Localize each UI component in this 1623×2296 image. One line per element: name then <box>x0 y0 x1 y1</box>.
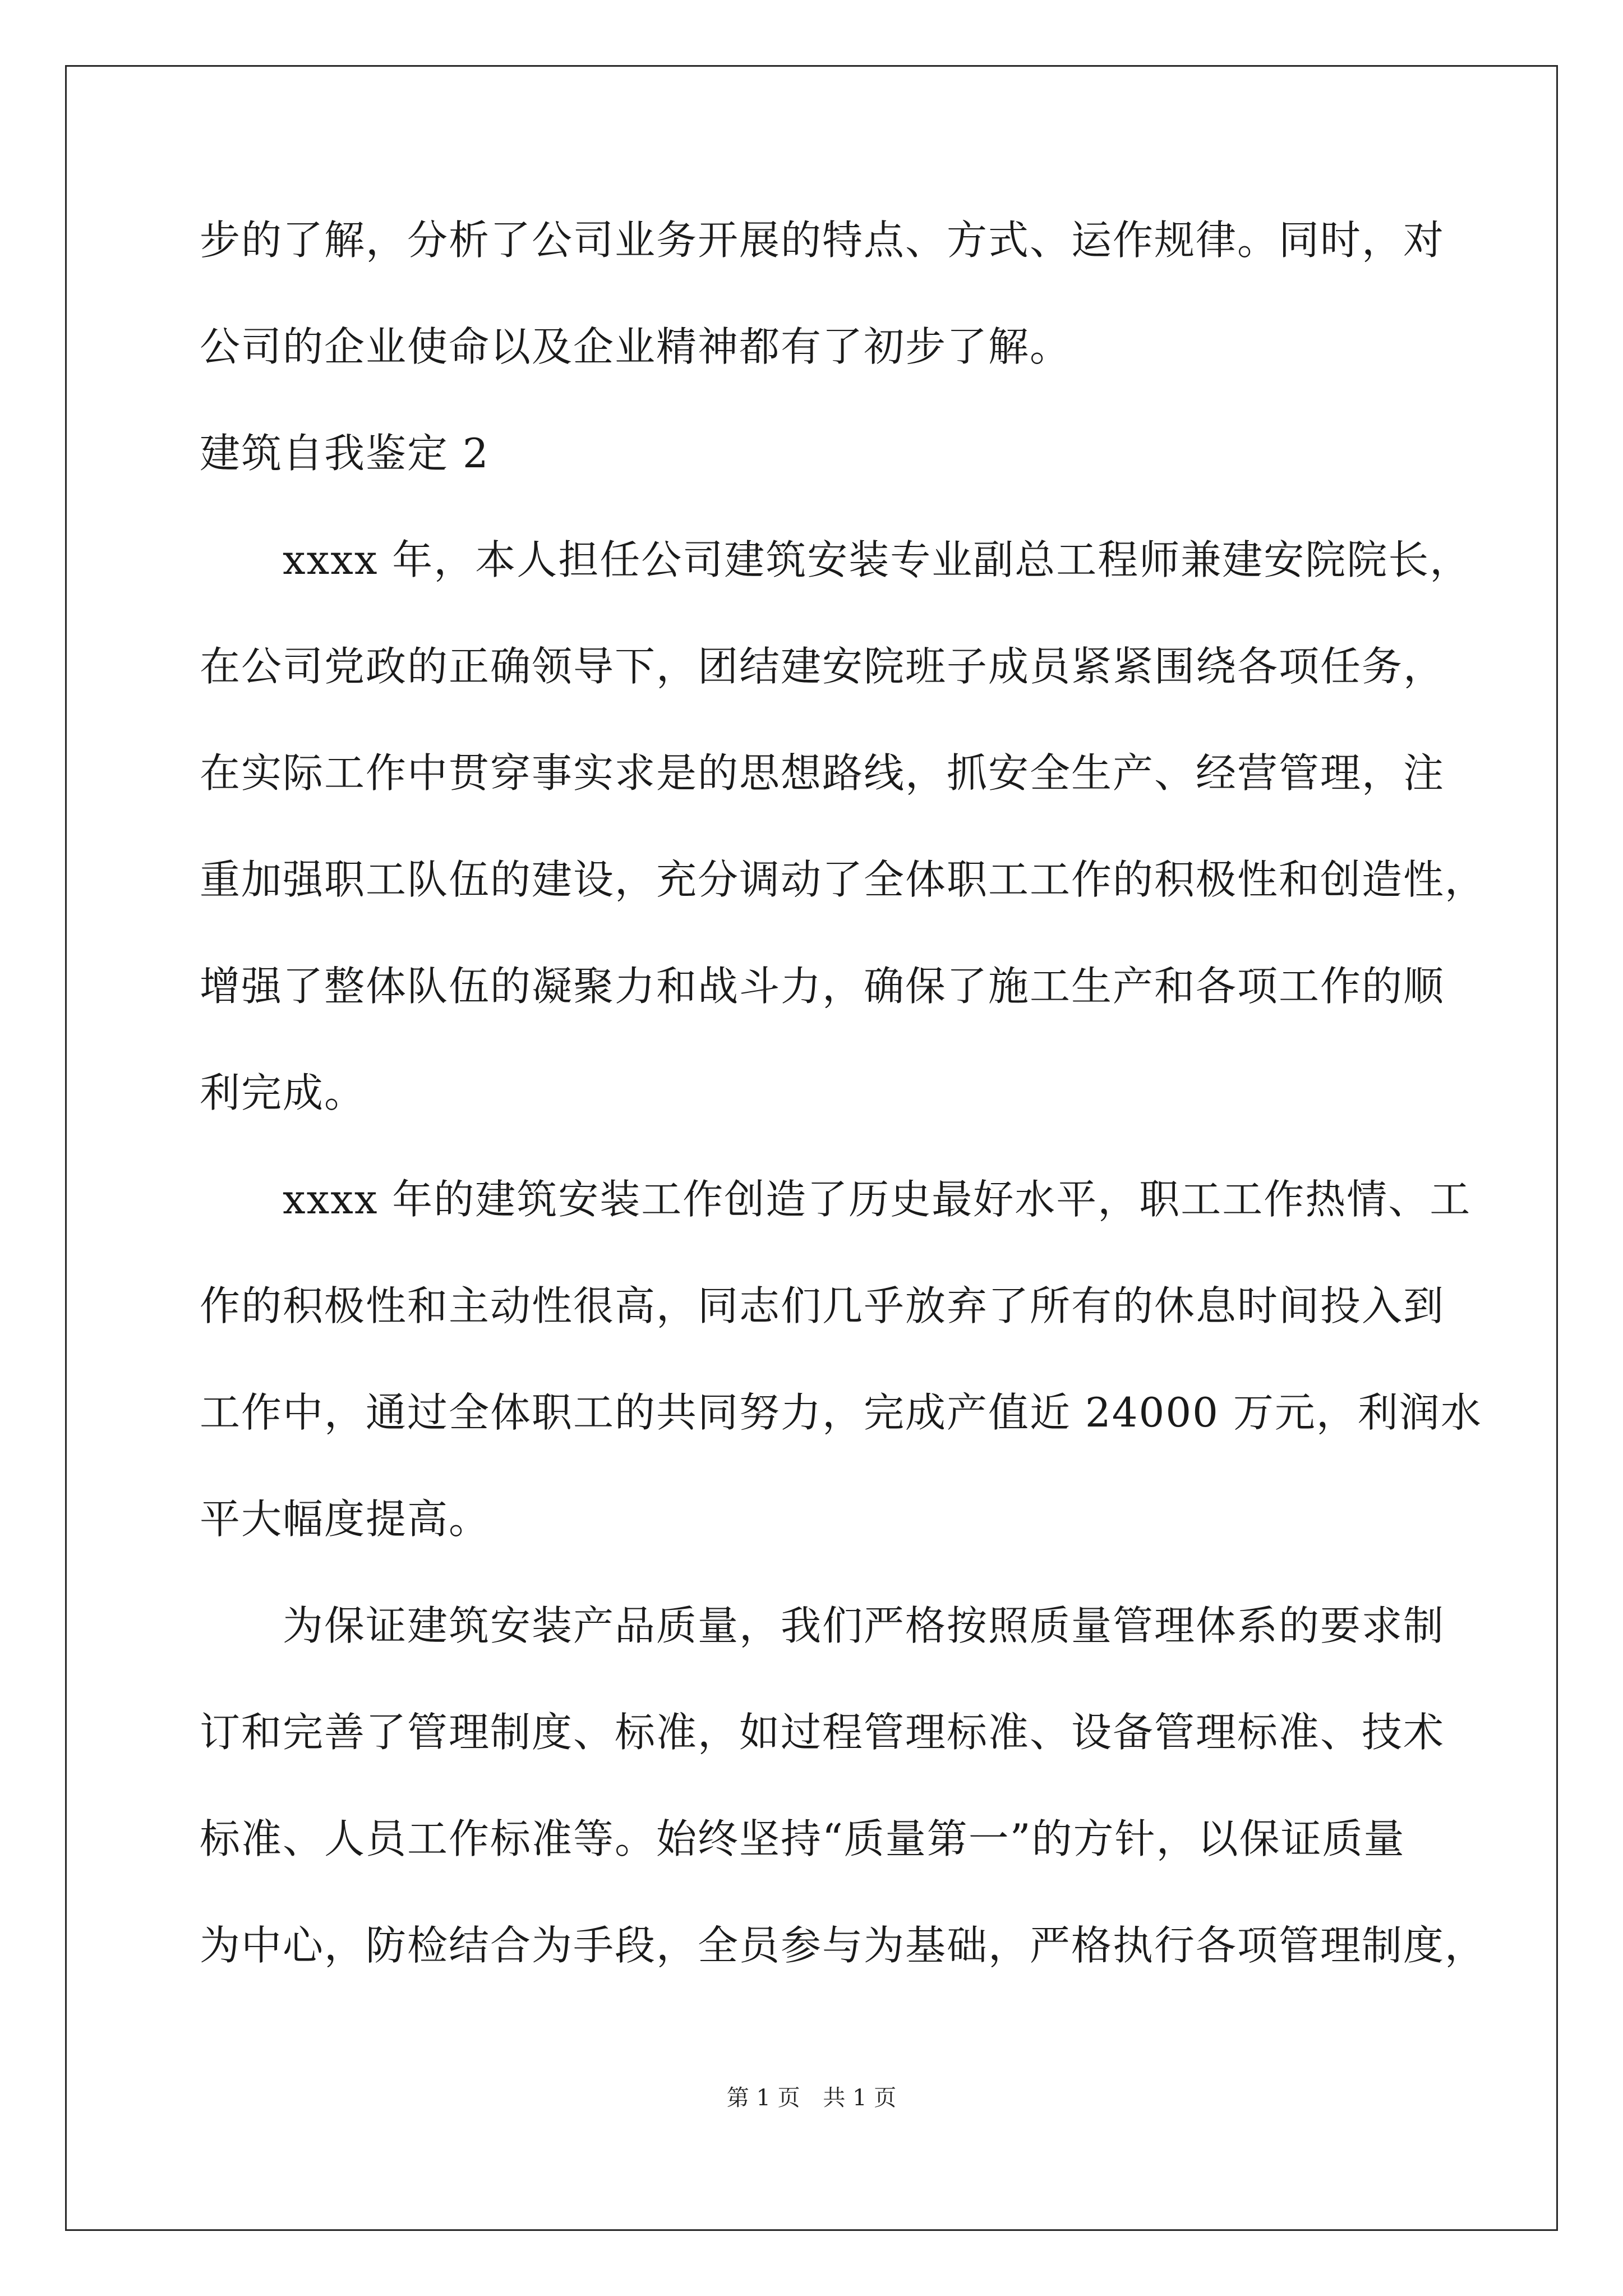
text-line: 重加强职工队伍的建设，充分调动了全体职工工作的积极性和创造性， <box>200 856 1487 903</box>
section-heading: 建筑自我鉴定 2 <box>200 430 490 477</box>
text-line: 步的了解，分析了公司业务开展的特点、方式、运作规律。同时，对 <box>200 217 1445 264</box>
text-line: 增强了整体队伍的凝聚力和战斗力，确保了施工生产和各项工作的顺 <box>200 963 1445 1010</box>
text-line: 工作中，通过全体职工的共同努力，完成产值近 24000 万元，利润水 <box>200 1389 1482 1436</box>
text-line: 订和完善了管理制度、标准，如过程管理标准、设备管理标准、技术 <box>200 1709 1445 1756</box>
paragraph-first-line: xxxx 年，本人担任公司建筑安装专业副总工程师兼建安院院长， <box>283 536 1472 583</box>
page-footer <box>0 2087 1623 2109</box>
text-line: 平大幅度提高。 <box>200 1496 491 1543</box>
page-total: 共 1 页 <box>823 2085 897 2111</box>
text-line: 为中心，防检结合为手段，全员参与为基础，严格执行各项管理制度， <box>200 1922 1487 1969</box>
text-line: 利完成。 <box>200 1069 366 1116</box>
page-number: 第 1 页 <box>726 2085 800 2111</box>
page-border <box>65 65 1558 2231</box>
paragraph-first-line: xxxx 年的建筑安装工作创造了历史最好水平，职工工作热情、工 <box>283 1176 1472 1223</box>
paragraph-first-line: 为保证建筑安装产品质量，我们严格按照质量管理体系的要求制 <box>283 1602 1445 1649</box>
text-line: 公司的企业使命以及企业精神都有了初步了解。 <box>200 323 1072 370</box>
text-line: 在实际工作中贯穿事实求是的思想路线，抓安全生产、经营管理，注 <box>200 749 1445 797</box>
text-line: 在公司党政的正确领导下，团结建安院班子成员紧紧围绕各项任务， <box>200 643 1445 690</box>
text-line: 标准、人员工作标准等。始终坚持“质量第一”的方针，以保证质量 <box>200 1815 1405 1862</box>
text-line: 作的积极性和主动性很高，同志们几乎放弃了所有的休息时间投入到 <box>200 1282 1445 1329</box>
